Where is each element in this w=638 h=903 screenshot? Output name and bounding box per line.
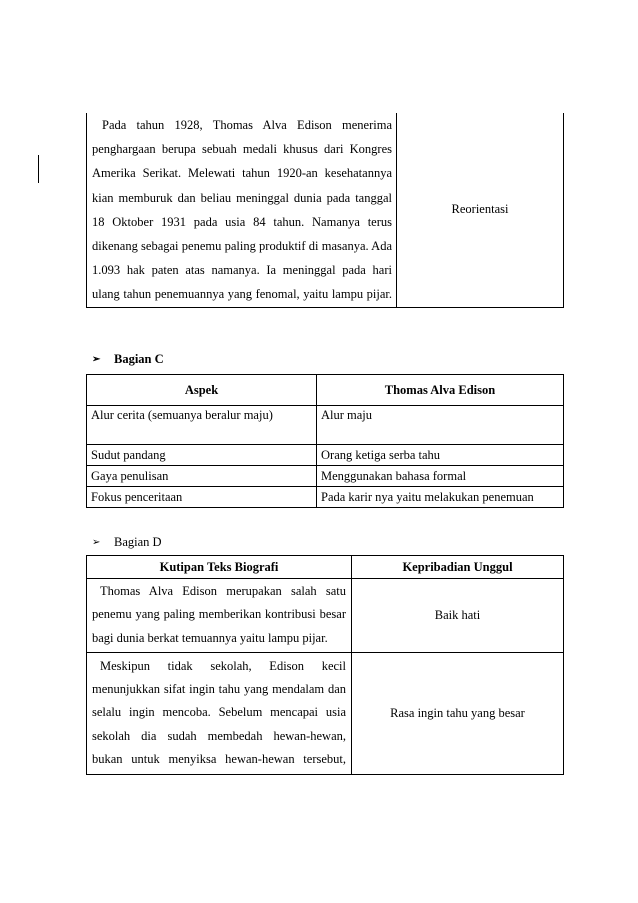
table-row	[87, 445, 564, 466]
paragraph-line: penghargaan berupa sebuah medali khusus dari Kongres	[92, 142, 392, 157]
table-cell: Orang ketiga serba tahu	[317, 445, 564, 466]
header-aspek: Aspek	[87, 375, 317, 406]
table-cell: Pada karir nya yaitu melakukan penemuan	[317, 487, 564, 508]
quote-line: bukan untuk menyiksa hewan-hewan tersebut,	[92, 751, 346, 766]
table-cell: Sudut pandang	[87, 445, 317, 466]
paragraph-line: 18 Oktober 1931 pada usia 84 tahun. Namanya terus	[92, 214, 392, 229]
bagian-d-heading	[92, 535, 162, 550]
paragraph-line: 1.093 hak paten atas namanya. Ia meninggal pada hari	[92, 263, 392, 278]
text-cursor-mark	[38, 155, 39, 183]
quote-line: sekolah dia sudah membedah hewan-hewan,	[92, 728, 346, 743]
quote-cell	[87, 579, 352, 653]
paragraph-line: kian memburuk dan beliau meninggal dunia pada tanggal	[92, 190, 392, 205]
trait-cell: Rasa ingin tahu yang besar	[352, 652, 564, 774]
trait-cell: Baik hati	[352, 579, 564, 653]
quote-line: penemu yang paling memberikan kontribusi besar	[92, 607, 346, 622]
table-cell: Menggunakan bahasa formal	[317, 466, 564, 487]
reorientasi-paragraph	[87, 113, 397, 307]
table-row	[87, 466, 564, 487]
paragraph-line: ulang tahun penemuannya yang fenomal, yaitu lampu pijar.	[92, 287, 392, 302]
bagian-d-title: Bagian D	[114, 535, 162, 549]
header-thomas-alva-edison: Thomas Alva Edison	[317, 375, 564, 406]
table-cell: Gaya penulisan	[87, 466, 317, 487]
reorientasi-table	[86, 113, 564, 308]
table-row	[87, 406, 564, 445]
arrow-bullet-icon: ➢	[92, 537, 101, 548]
header-kutipan-teks-biografi: Kutipan Teks Biografi	[87, 556, 352, 579]
table-row	[87, 487, 564, 508]
quote-line: bagi dunia berkat temuannya yaitu lampu pijar.	[92, 630, 328, 645]
bagian-c-table	[86, 374, 564, 508]
table-row	[87, 652, 564, 774]
table-row	[87, 579, 564, 653]
paragraph-line: Pada tahun 1928, Thomas Alva Edison menerima	[102, 118, 392, 132]
header-kepribadian-unggul: Kepribadian Unggul	[352, 556, 564, 579]
quote-line: Thomas Alva Edison merupakan salah satu	[100, 584, 346, 598]
table-cell: Fokus penceritaan	[87, 487, 317, 508]
arrow-bullet-icon: ➢	[92, 354, 101, 365]
bagian-c-title: Bagian C	[114, 352, 164, 366]
paragraph-line: dikenang sebagai penemu paling produktif di masanya. Ada	[92, 239, 392, 254]
reorientasi-label: Reorientasi	[397, 113, 564, 307]
quote-cell	[87, 652, 352, 774]
quote-line: selalu ingin mencoba. Sebelum mencapai usia	[92, 705, 346, 720]
table-cell: Alur cerita (semuanya beralur maju)	[87, 406, 317, 445]
bagian-d-table	[86, 555, 564, 775]
quote-line: menunjukkan sifat ingin tahu yang mendalam dan	[92, 681, 346, 696]
bagian-c-heading	[92, 352, 164, 367]
quote-line: Meskipun tidak sekolah, Edison kecil	[100, 658, 346, 673]
table-cell: Alur maju	[317, 406, 564, 445]
paragraph-line: Amerika Serikat. Melewati tahun 1920-an kesehatannya	[92, 166, 392, 181]
